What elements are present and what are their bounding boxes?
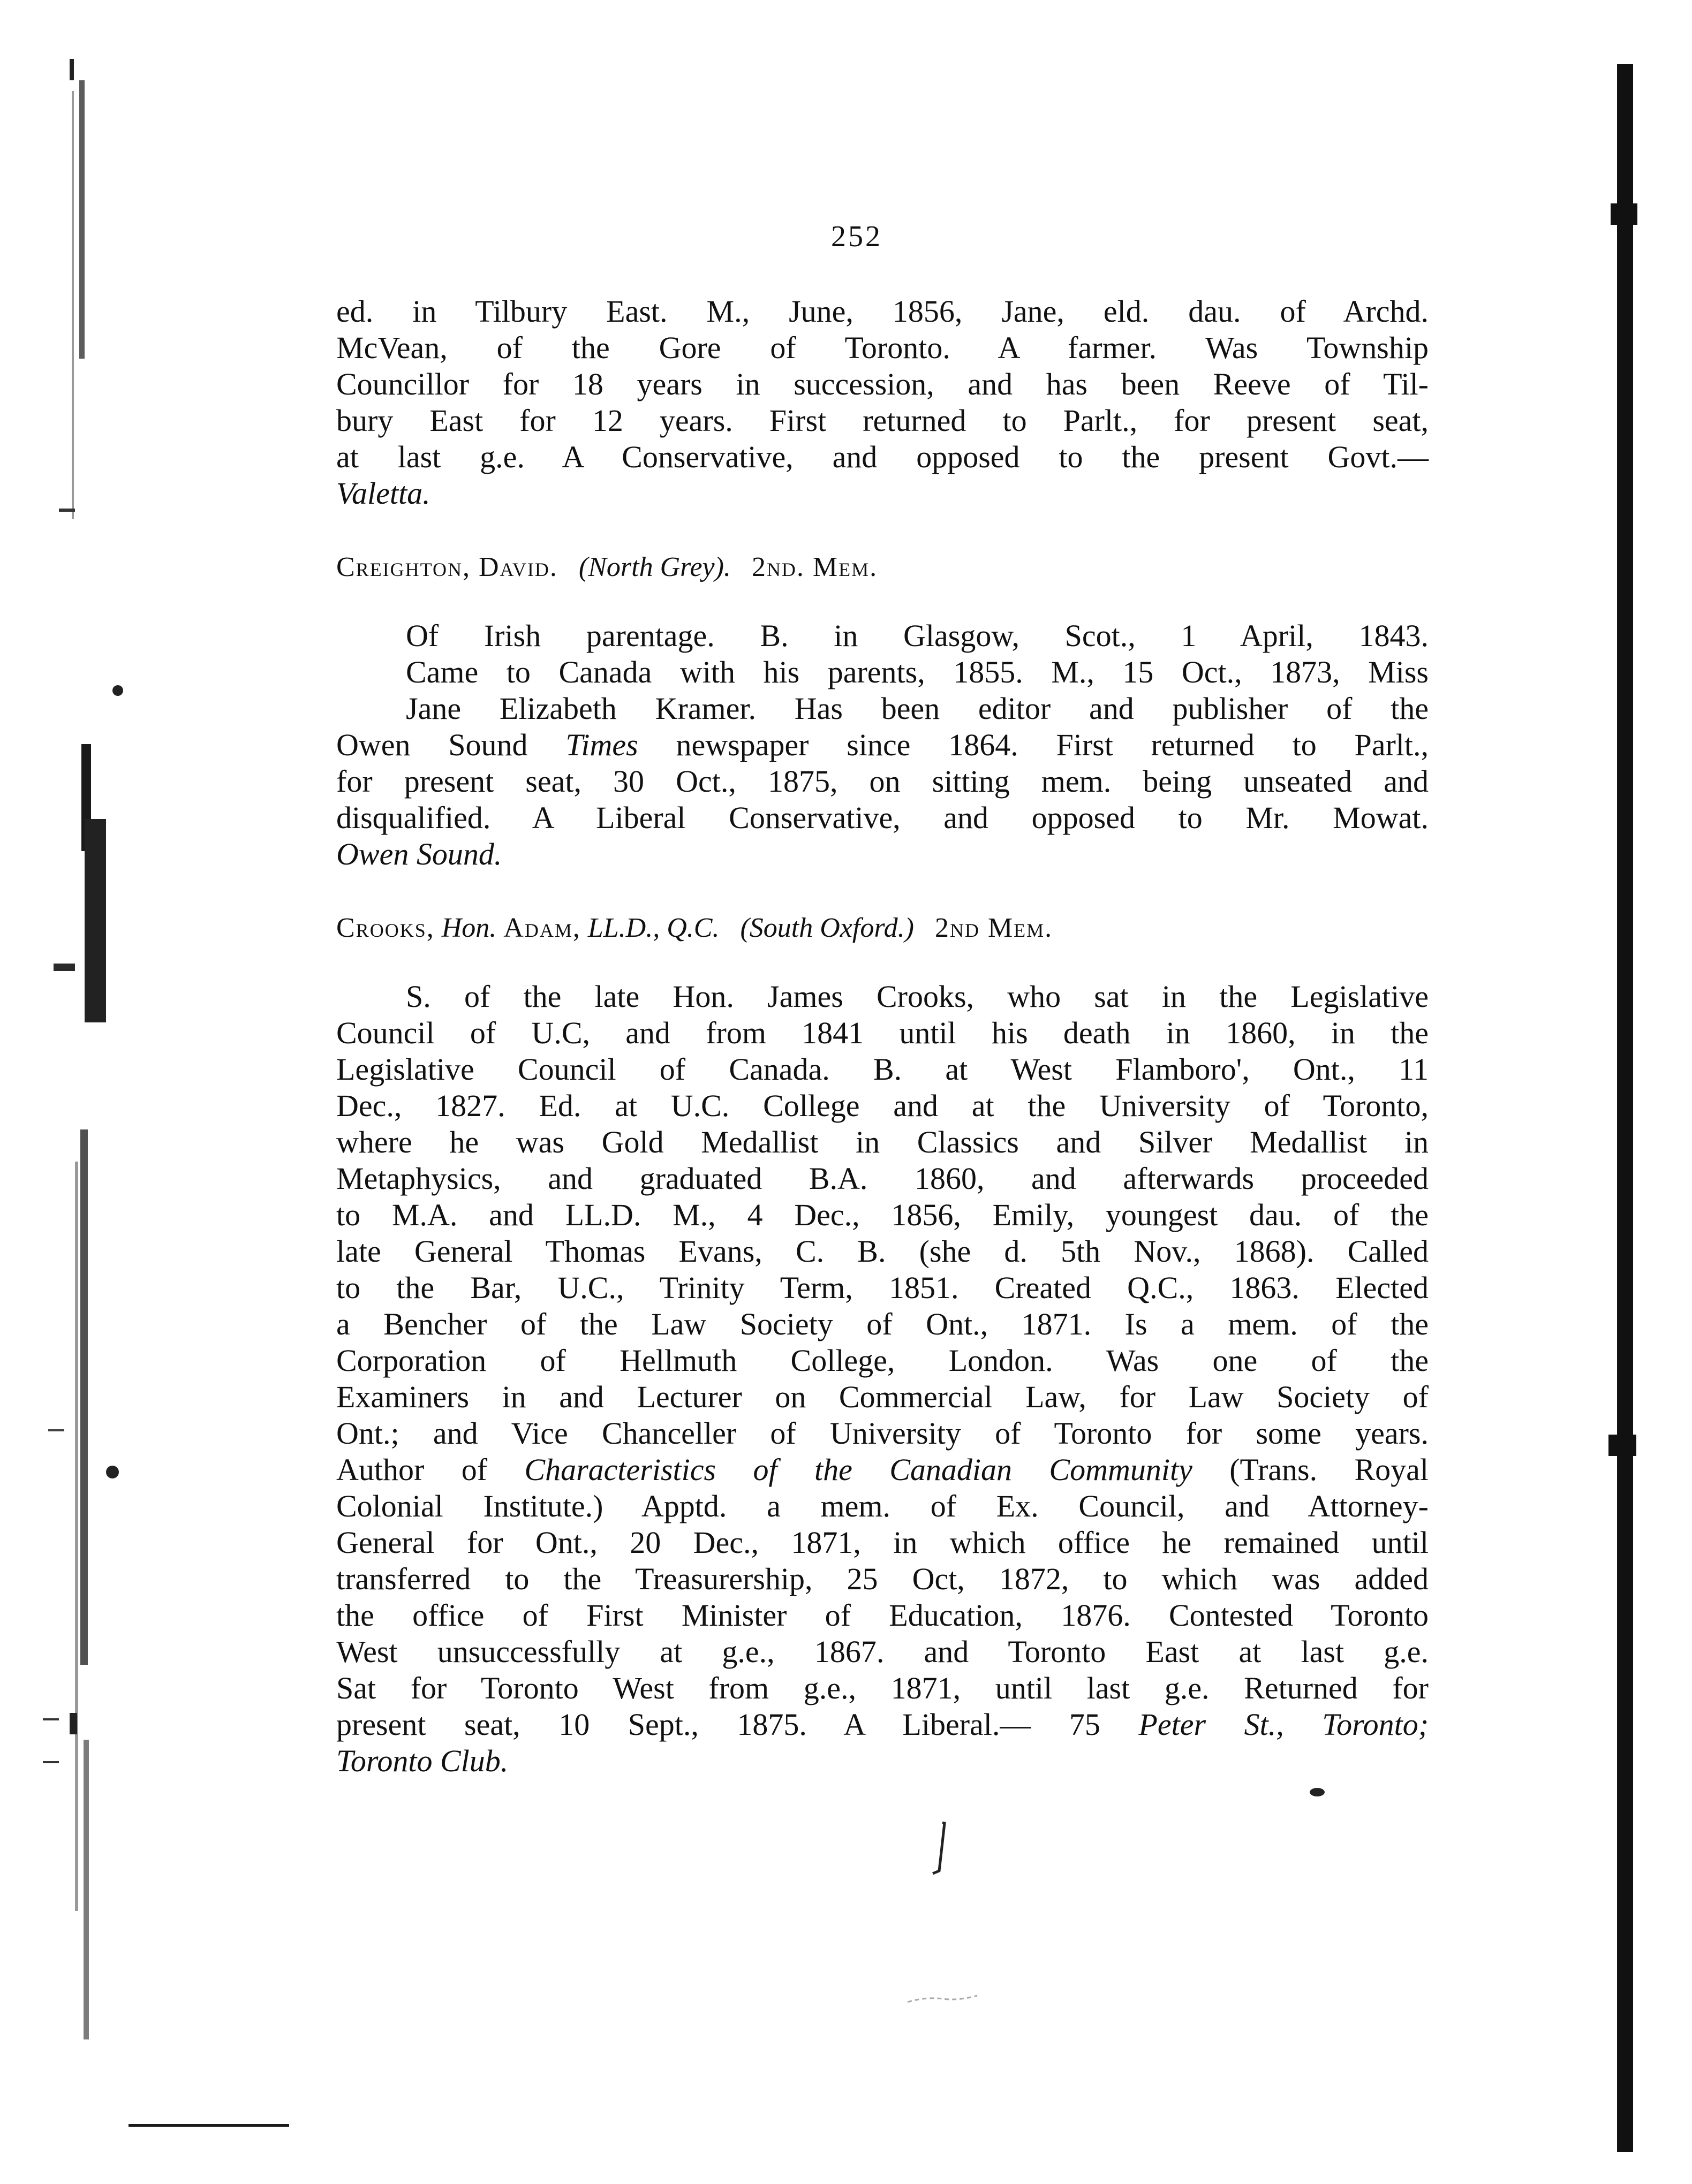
text-line: S. of the late Hon. James Crooks, who sat in the Legislative <box>406 979 1429 1014</box>
text-line: Jane Elizabeth Kramer. Has been editor and publisher of the <box>406 691 1429 726</box>
member-status: 2nd Mem. <box>934 913 1053 943</box>
text-line: late General Thomas Evans, C. B. (she d. 5th Nov., 1868). Called <box>336 1234 1429 1269</box>
text-line: at last g.e. A Conservative, and opposed to the present Govt.— <box>336 439 1429 474</box>
text-line: McVean, of the Gore of Toronto. A farmer. Was Township <box>336 330 1429 365</box>
text-line: the office of First Minister of Education, 1876. Contested Toronto <box>336 1598 1429 1633</box>
scan-edge-left <box>37 59 134 2104</box>
page-number: 252 <box>831 220 882 253</box>
text-fragment: Author of <box>336 1452 488 1487</box>
stray-ink-mark <box>926 1820 958 1879</box>
entry-crooks <box>336 979 1429 1779</box>
entry-heading-crooks <box>336 910 1429 946</box>
entry-creighton <box>336 618 1429 873</box>
member-riding: (North Grey). <box>578 552 731 582</box>
text-line-composite <box>336 727 1429 763</box>
text-line: where he was Gold Medallist in Classics and Silver Medallist in <box>336 1125 1429 1159</box>
text-line: for present seat, 30 Oct., 1875, on sitting mem. being unseated and <box>336 764 1429 799</box>
text-line: disqualified. A Liberal Conservative, and opposed to Mr. Mowat. <box>336 800 1429 835</box>
member-title: Hon. <box>441 913 497 943</box>
newspaper-title: Times <box>565 727 638 762</box>
text-line-composite <box>336 1707 1429 1743</box>
member-degrees: LL.D., Q.C. <box>587 913 720 943</box>
text-line: Ont.; and Vice Chanceller of University of Toronto for some years. <box>336 1416 1429 1451</box>
text-fragment: newspaper since 1864. First returned to Parlt., <box>676 727 1429 762</box>
text-line: Corporation of Hellmuth College, London. Was one of the <box>336 1343 1429 1378</box>
text-line-composite <box>336 1452 1429 1488</box>
text-line: transferred to the Treasurership, 25 Oct, 1872, to which was added <box>336 1561 1429 1596</box>
entry-address: Owen Sound. <box>336 837 502 871</box>
text-line: Legislative Council of Canada. B. at West Flamboro', Ont., 11 <box>336 1052 1429 1087</box>
entry-continuation <box>336 293 1429 512</box>
member-status: 2nd. Mem. <box>751 552 878 582</box>
text-line: Of Irish parentage. B. in Glasgow, Scot., 1 April, 1843. <box>406 618 1429 653</box>
text-line: Examiners in and Lecturer on Commercial Law, for Law Society of <box>336 1379 1429 1414</box>
text-fragment: (Trans. Royal <box>1229 1452 1429 1487</box>
scan-edge-right <box>1601 64 1649 2152</box>
ink-blot <box>1306 1786 1328 1799</box>
bottom-rule <box>129 2124 289 2128</box>
entry-address: Valetta. <box>336 476 430 511</box>
text-line: Sat for Toronto West from g.e., 1871, until last g.e. Returned for <box>336 1671 1429 1705</box>
text-line: Councillor for 18 years in succession, and has been Reeve of Til- <box>336 367 1429 401</box>
member-riding: (South Oxford.) <box>740 913 914 943</box>
text-line: Colonial Institute.) Apptd. a mem. of Ex. Council, and Attorney- <box>336 1489 1429 1523</box>
text-fragment: Owen Sound <box>336 727 528 762</box>
member-name: Creighton, David. <box>336 552 558 582</box>
entry-club: Toronto Club. <box>336 1743 509 1778</box>
member-name: Crooks, <box>336 913 435 943</box>
text-line: Came to Canada with his parents, 1855. M., 15 Oct., 1873, Miss <box>406 655 1429 689</box>
text-line: Metaphysics, and graduated B.A. 1860, and afterwards proceeded <box>336 1161 1429 1196</box>
scan-smudge <box>905 1991 980 2007</box>
text-line: General for Ont., 20 Dec., 1871, in which office he remained until <box>336 1525 1429 1560</box>
text-line: to the Bar, U.C., Trinity Term, 1851. Created Q.C., 1863. Elected <box>336 1270 1429 1305</box>
text-line: bury East for 12 years. First returned to Parlt., for present seat, <box>336 403 1429 438</box>
member-given-name: Adam, <box>503 913 581 943</box>
text-line: Council of U.C, and from 1841 until his death in 1860, in the <box>336 1015 1429 1050</box>
book-title: Characteristics of the Canadian Community <box>524 1452 1192 1487</box>
entry-address: Peter St., Toronto; <box>1138 1707 1429 1742</box>
text-body <box>336 293 1429 1779</box>
text-line: to M.A. and LL.D. M., 4 Dec., 1856, Emily, youngest dau. of the <box>336 1197 1429 1232</box>
text-line: West unsuccessfully at g.e., 1867. and Toronto East at last g.e. <box>336 1634 1429 1669</box>
entry-heading-creighton <box>336 549 1429 586</box>
text-line: a Bencher of the Law Society of Ont., 1871. Is a mem. of the <box>336 1307 1429 1341</box>
text-line: Dec., 1827. Ed. at U.C. College and at the University of Toronto, <box>336 1088 1429 1123</box>
text-fragment: present seat, 10 Sept., 1875. A Liberal.— 75 <box>336 1707 1100 1742</box>
text-line: ed. in Tilbury East. M., June, 1856, Jane, eld. dau. of Archd. <box>336 294 1429 329</box>
